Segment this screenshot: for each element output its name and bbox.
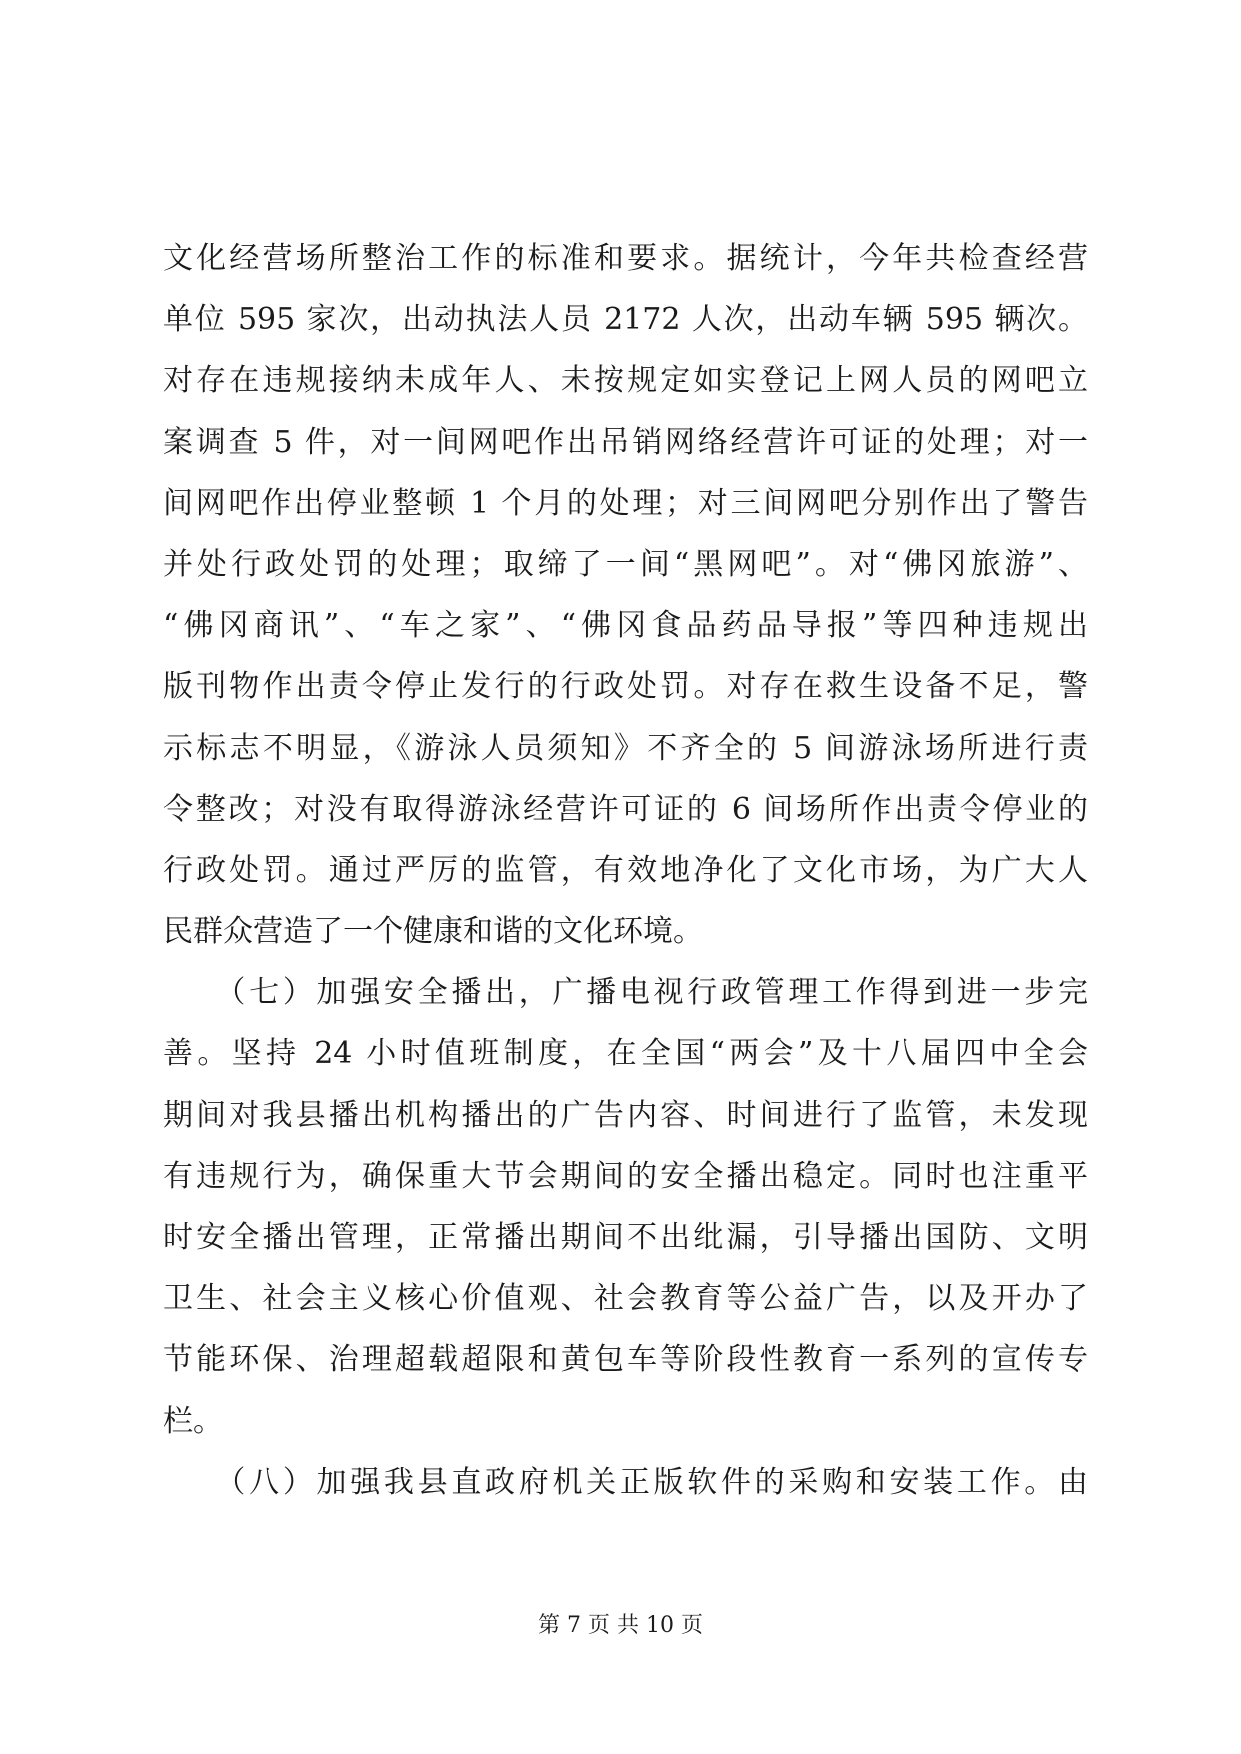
text-line: 栏。	[163, 1403, 223, 1439]
text-line: 节能环保、治理超载超限和黄包车等阶段性教育一系列的宣传专	[163, 1342, 1088, 1378]
text-line: 文化经营场所整治工作的标准和要求。据统计，今年共检查经营	[163, 241, 1088, 276]
text-line: 卫生、社会主义核心价值观、社会教育等公益广告，以及开办了	[163, 1281, 1088, 1317]
text-line: 案调查 5 件，对一间网吧作出吊销网络经营许可证的处理；对一	[163, 424, 1088, 460]
text-line: （八）加强我县直政府机关正版软件的采购和安装工作。由	[163, 1464, 1088, 1500]
text-line: 并处行政处罚的处理；取缔了一间“黑网吧”。对“佛冈旅游”、	[163, 546, 1088, 582]
text-line: “佛冈商讯”、“车之家”、“佛冈食品药品导报”等四种违规出	[163, 608, 1088, 644]
text-line: 间网吧作出停业整顿 1 个月的处理；对三间网吧分别作出了警告	[163, 485, 1088, 521]
text-line: 单位 595 家次，出动执法人员 2172 人次，出动车辆 595 辆次。	[163, 302, 1088, 338]
text-line: 示标志不明显，《游泳人员须知》不齐全的 5 间游泳场所进行责	[163, 730, 1088, 766]
page-footer: 第 7 页 共 10 页	[538, 1613, 703, 1638]
text-line: 善。坚持 24 小时值班制度，在全国“两会”及十八届四中全会	[163, 1036, 1088, 1072]
text-line: 版刊物作出责令停止发行的行政处罚。对存在救生设备不足，警	[163, 669, 1088, 705]
text-line: 对存在违规接纳未成年人、未按规定如实登记上网人员的网吧立	[163, 363, 1088, 399]
text-line: 令整改；对没有取得游泳经营许可证的 6 间场所作出责令停业的	[163, 791, 1088, 827]
text-line: 行政处罚。通过严厉的监管，有效地净化了文化市场，为广大人	[163, 852, 1088, 888]
text-line: 民群众营造了一个健康和谐的文化环境。	[163, 914, 703, 950]
body-text	[163, 228, 1088, 1513]
text-line: 时安全播出管理，正常播出期间不出纰漏，引导播出国防、文明	[163, 1220, 1088, 1255]
text-line: 有违规行为，确保重大节会期间的安全播出稳定。同时也注重平	[163, 1158, 1088, 1194]
text-line: （七）加强安全播出，广播电视行政管理工作得到进一步完	[163, 975, 1088, 1011]
text-line: 期间对我县播出机构播出的广告内容、时间进行了监管，未发现	[163, 1097, 1088, 1133]
